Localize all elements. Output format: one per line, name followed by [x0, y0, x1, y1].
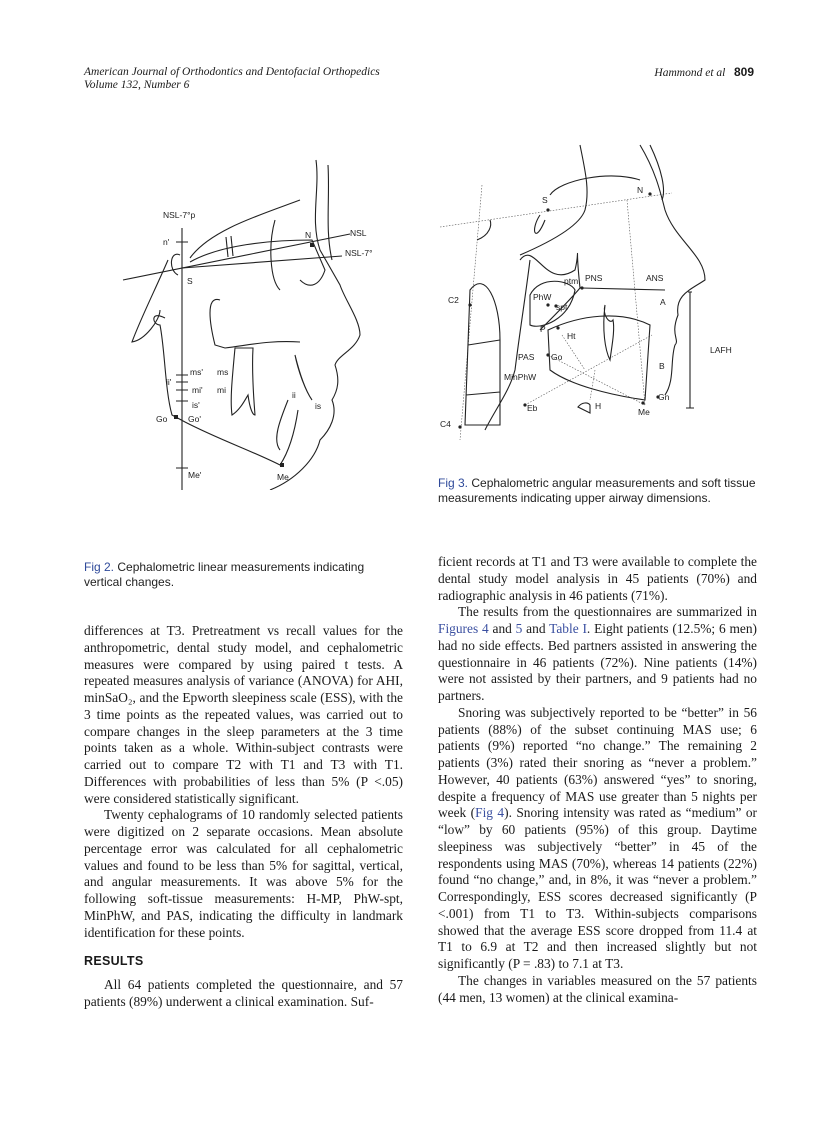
label-ms-prime: ms'	[190, 367, 203, 377]
label-h: H	[595, 401, 602, 411]
paragraph: differences at T3. Pretreatment vs recall values for the anthropometric, dental study model, and cephalometric measures were compared by using paired t tests. A repeated measures analysis of variance (ANOVA) for AHI, minSaO₂, and the Epworth sleepiness scale (ESS), with the 3 time points as the repeated values, was carried out to compare changes in the sleep parameters at the 3 time points taken as a whole. Within-subject contrasts were carried out to compare T2 with T1 and T3 with T1. Differences with probabilities of less than 5% (P <.05) were considered statistically significant.	[84, 623, 403, 806]
label-pas: PAS	[518, 352, 535, 362]
label-mi: mi	[217, 385, 226, 395]
label-nsl: NSL	[350, 228, 367, 238]
text: ). Snoring intensity was rated as “medium” or “low” by 60 patients (95%) of this group. Daytime sleepiness was subjectively “better” in 45 of the respondents using MAS (70%), whereas 14 patients (22%) found “no change,” and, in 8%, it was “never a problem.” Correspondingly, ESS scores decreased significantly (P <.001) from T1 to T3. Within-subjects comparisons showed that the average ESS score dropped from 11.4 at T1 to 6.9 at T2 and then increased slightly but not significantly (P = .83) to 7.1 at T3.	[438, 805, 757, 971]
text: Snoring was subjectively reported to be “better” in 56 patients (88%) of the subset continuing MAS use; 6 patients (9%) reported “no change.” The remaining 2 patients (3%) rated their snoring as “never a problem.” However, 40 patients (63%) answered “yes” to snoring, despite a frequency of MAS use greater than 5 nights per week (	[438, 704, 757, 821]
label-a: A	[660, 297, 666, 307]
link-figure-5[interactable]: 5	[515, 621, 523, 636]
text: The results from the questionnaires are summarized in	[458, 604, 757, 620]
figure-2-label: Fig 2.	[84, 560, 115, 574]
label-gn: Gn	[658, 392, 670, 402]
section-heading-results: RESULTS	[84, 954, 144, 969]
paragraph	[438, 705, 757, 973]
figure-3-caption-text: Cephalometric angular measurements and soft tissue measurements indicating upper airway dimensions.	[438, 476, 756, 505]
label-mi-prime: mi'	[192, 385, 203, 395]
label-p: P	[540, 324, 546, 334]
label-go-prime: Go'	[188, 414, 201, 424]
label-phw: PhW	[533, 292, 552, 302]
label-me: Me	[638, 407, 650, 417]
label-me-prime: Me'	[188, 470, 202, 480]
paragraph: ficient records at T1 and T3 were available to complete the dental study model analysis in 45 patients (70%) and radiographic analysis in 46 patients (71%).	[438, 554, 757, 603]
label-n-prime: n'	[163, 237, 170, 247]
label-n: N	[637, 185, 644, 195]
link-figures-4[interactable]: Figures 4	[438, 621, 489, 636]
label-ptm: ptm	[564, 276, 579, 286]
label-nsl7: NSL-7°	[345, 248, 373, 258]
text: and	[522, 621, 550, 636]
label-s: S	[542, 195, 548, 205]
label-eb: Eb	[527, 403, 538, 413]
figure-3-caption	[438, 476, 758, 505]
label-c2: C2	[448, 295, 459, 305]
figure-3-cephalogram	[430, 130, 760, 450]
label-ii-prime: ii'	[166, 377, 172, 387]
label-ans: ANS	[646, 273, 664, 283]
label-n: N	[305, 230, 312, 240]
label-minphw: MinPhW	[504, 372, 537, 382]
label-go: Go	[156, 414, 168, 424]
label-spt: spt	[556, 302, 568, 312]
label-ht: Ht	[567, 331, 576, 341]
label-is-prime: is'	[192, 400, 200, 410]
label-c4: C4	[440, 419, 451, 429]
label-ii: ii	[292, 390, 296, 400]
label-s: S	[187, 276, 193, 286]
figure-3-label: Fig 3.	[438, 476, 469, 490]
figure-2-caption	[84, 560, 404, 589]
link-fig-4[interactable]: Fig 4	[475, 805, 505, 821]
left-column	[84, 623, 403, 1011]
label-nsl7p: NSL-7°p	[163, 210, 196, 220]
paragraph: Twenty cephalograms of 10 randomly selected patients were digitized on 2 separate occasions. Mean absolute percentage error was calculated for all cephalometric values and found to be less than 5% for sagittal, vertical, and angular measurements. It was above 5% for the following soft-tissue measurements: H-MP, PhW-spt, MinPhW, and PAS, indicating the difficulty in landmark identification for these points.	[84, 807, 403, 940]
paragraph: The changes in variables measured on the 57 patients (44 men, 13 women) at the clinical examina-	[438, 972, 757, 1005]
journal-volume: Volume 132, Number 6	[84, 79, 190, 91]
paragraph	[438, 604, 757, 705]
link-table-1[interactable]: Table I	[549, 621, 587, 636]
text: and	[488, 621, 516, 636]
authors: Hammond et al	[654, 67, 726, 79]
journal-header	[84, 66, 380, 92]
figure-2-caption-text: Cephalometric linear measurements indicating vertical changes.	[84, 560, 365, 589]
label-ms: ms	[217, 367, 229, 377]
label-lafh: LAFH	[710, 345, 732, 355]
right-column	[438, 554, 757, 1006]
label-pns: PNS	[585, 273, 603, 283]
label-me: Me	[277, 472, 289, 482]
journal-title: American Journal of Orthodontics and Dentofacial Orthopedics	[84, 66, 380, 78]
running-head	[654, 66, 754, 80]
label-go: Go	[551, 352, 563, 362]
text: . Eight patients (12.5%; 6 men) had no side effects. Bed partners assisted in answering the questionnaire in 46 patients (72%). Nine patients (14%) were not assisted by their partners, and 9 patients had no partners.	[438, 621, 757, 703]
label-b: B	[659, 361, 665, 371]
figure-2-cephalogram	[120, 150, 380, 490]
page-number: 809	[733, 65, 754, 79]
paragraph: All 64 patients completed the questionnaire, and 57 patients (89%) underwent a clinical examination. Suf-	[84, 977, 403, 1009]
label-is: is	[315, 401, 322, 411]
